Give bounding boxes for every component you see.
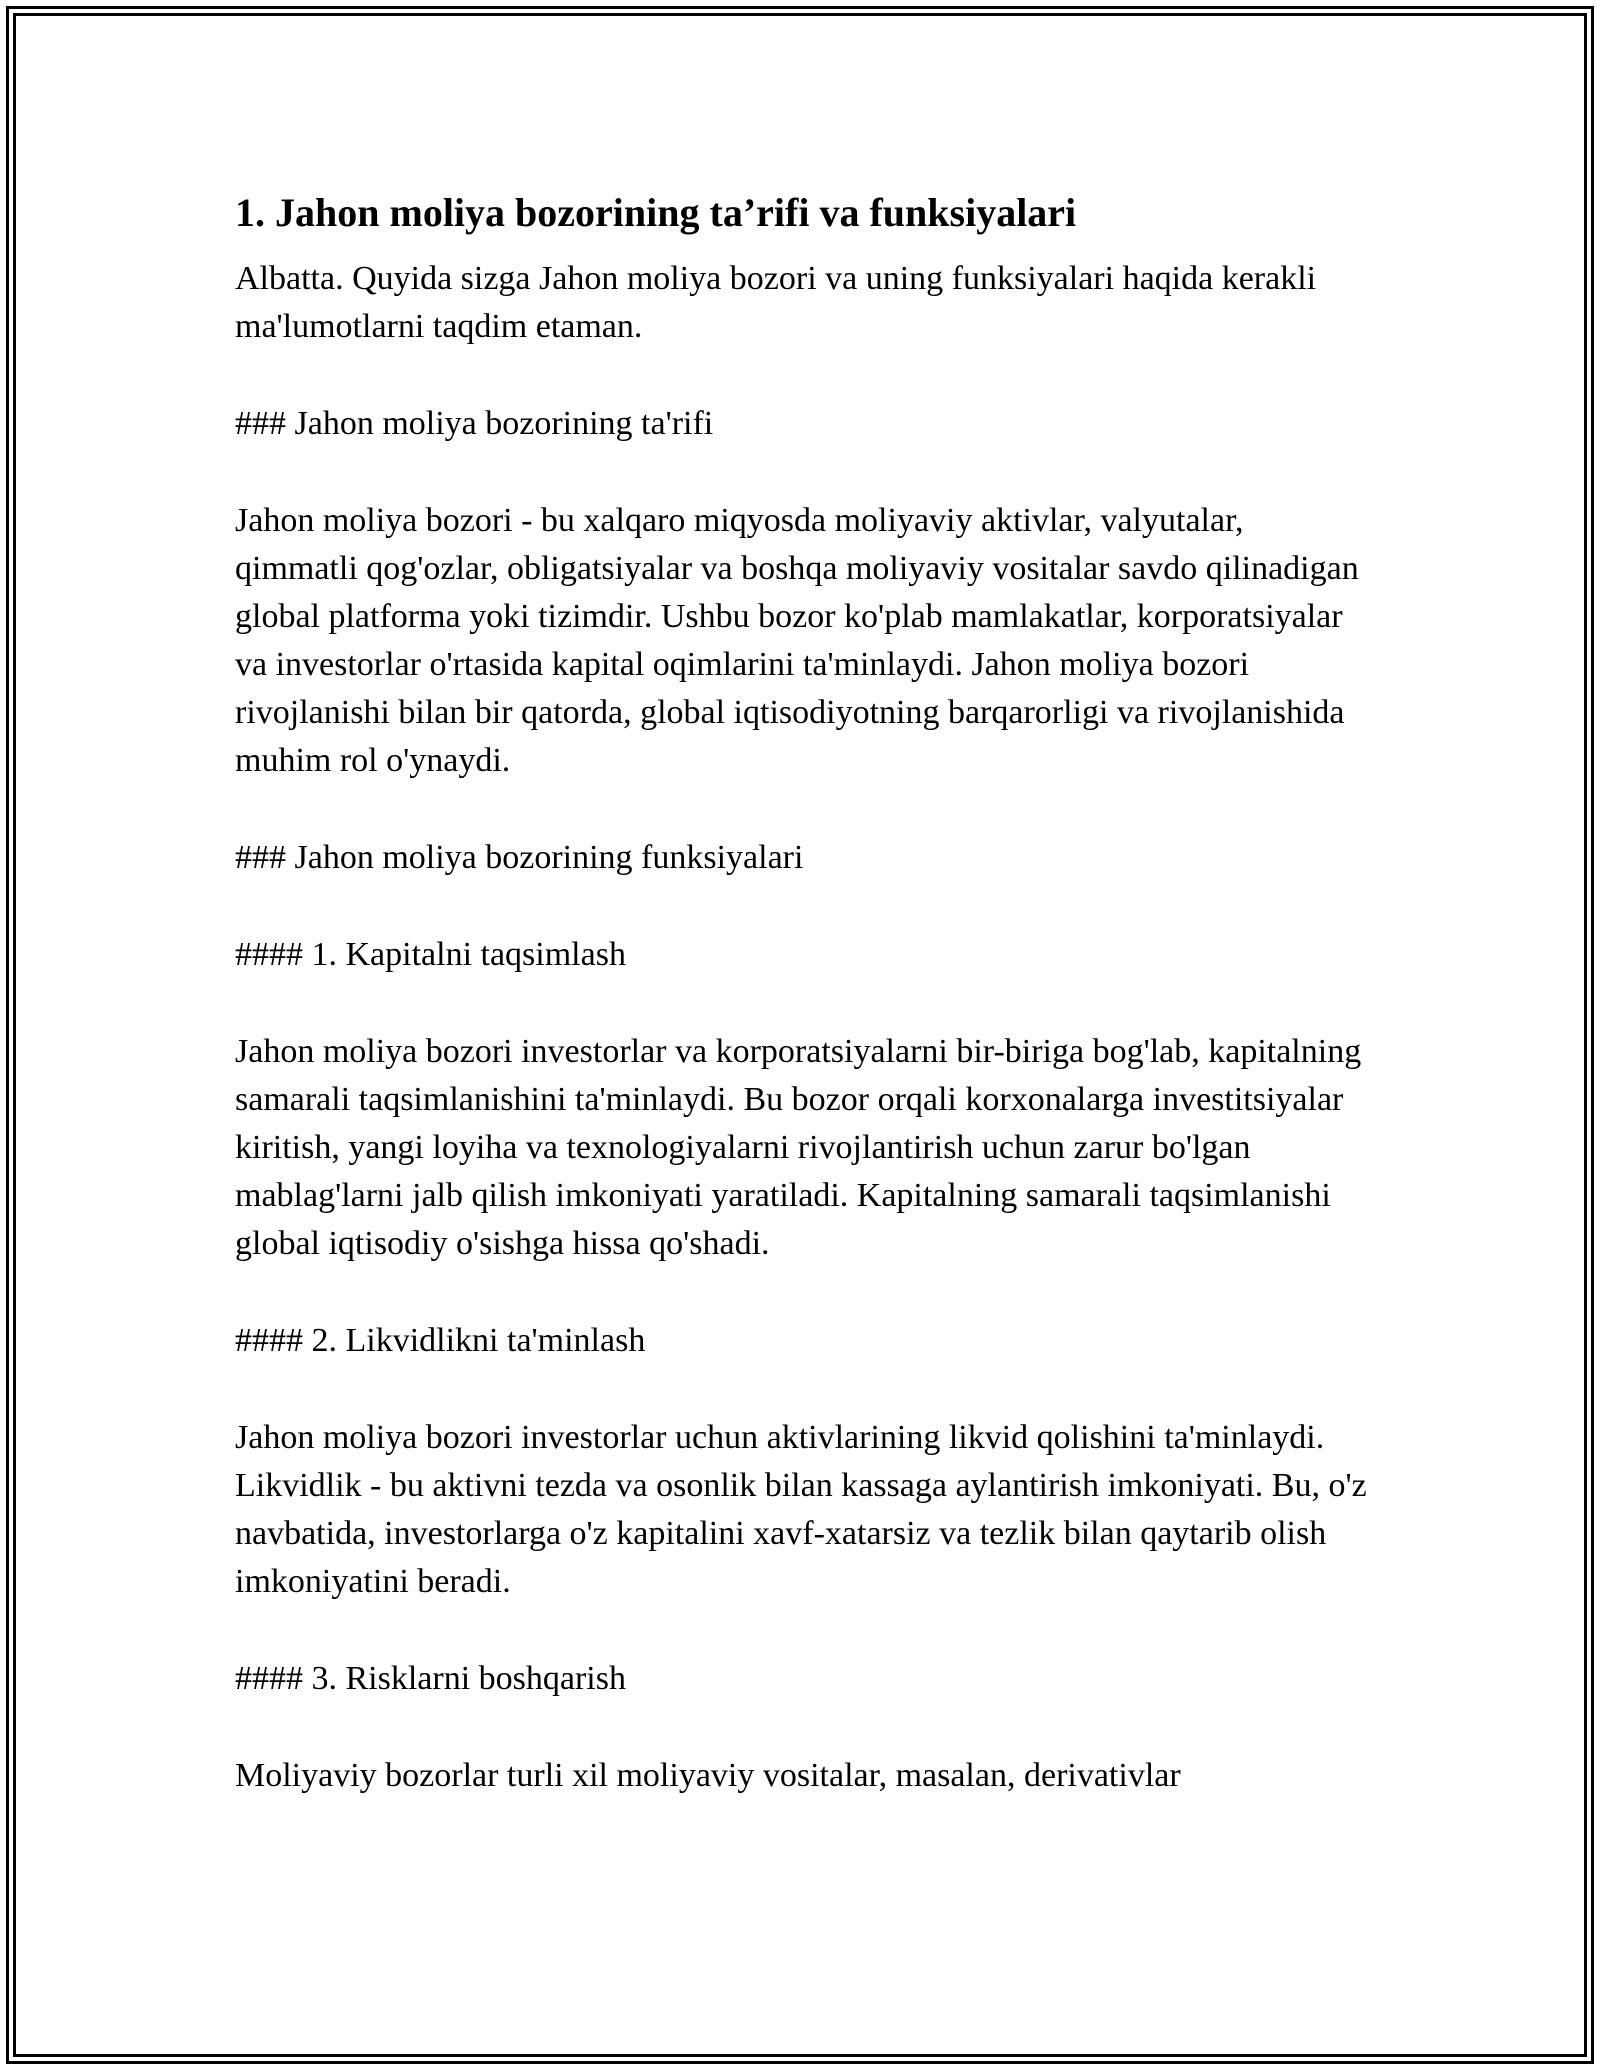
capital-allocation-paragraph: Jahon moliya bozori investorlar va korporatsiyalarni bir-biriga bog'lab, kapitalning samarali taqsimlanishini ta'minlaydi. Bu bozor orqali korxonalarga investitsiyalar kiritish, yangi loyiha va texnologiyalarni rivojlantirish uchun zarur bo'lgan mablag'larni jalb qilish imkoniyati yaratiladi. Kapitalning samarali taqsimlanishi global iqtisodiy o'sishga hissa qo'shadi. bbox=[235, 1033, 1362, 1262]
spacer bbox=[235, 1703, 1370, 1752]
spacer bbox=[235, 785, 1370, 834]
intro-paragraph: Albatta. Quyida sizga Jahon moliya bozori va uning funksiyalari haqida kerakli ma'lumotlarni taqdim etaman. bbox=[235, 260, 1317, 345]
subheading-liquidity: #### 2. Likvidlikni ta'minlash bbox=[235, 1322, 646, 1359]
spacer bbox=[235, 1365, 1370, 1414]
spacer bbox=[235, 1268, 1370, 1317]
document-title: 1. Jahon moliya bozorining ta’rifi va funksiyalari bbox=[235, 190, 1077, 235]
spacer bbox=[235, 979, 1370, 1028]
subheading-risk-management: #### 3. Risklarni boshqarish bbox=[235, 1660, 626, 1697]
section-heading-functions: ### Jahon moliya bozorining funksiyalari bbox=[235, 839, 804, 876]
spacer bbox=[235, 448, 1370, 497]
section-heading-definition: ### Jahon moliya bozorining ta'rifi bbox=[235, 405, 714, 442]
liquidity-paragraph: Jahon moliya bozori investorlar uchun aktivlarining likvid qolishini ta'minlaydi. Likvidlik - bu aktivni tezda va osonlik bilan kassaga aylantirish imkoniyati. Bu, o'z navbatida, investorlarga o'z kapitalini xavf-xatarsiz va tezlik bilan qaytarib olish imkoniyatini beradi. bbox=[235, 1419, 1367, 1600]
spacer bbox=[235, 882, 1370, 931]
risk-management-paragraph: Moliyaviy bozorlar turli xil moliyaviy vositalar, masalan, derivativlar bbox=[235, 1757, 1181, 1794]
document-body bbox=[235, 186, 1370, 1800]
definition-paragraph: Jahon moliya bozori - bu xalqaro miqyosda moliyaviy aktivlar, valyutalar, qimmatli qog'ozlar, obligatsiyalar va boshqa moliyaviy vositalar savdo qilinadigan global platforma yoki tizimdir. Ushbu bozor ko'plab mamlakatlar, korporatsiyalar va investorlar o'rtasida kapital oqimlarini ta'minlaydi. Jahon moliya bozori rivojlanishi bilan bir qatorda, global iqtisodiyotning barqarorligi va rivojlanishida muhim rol o'ynaydi. bbox=[235, 502, 1359, 779]
spacer bbox=[235, 351, 1370, 400]
subheading-capital-allocation: #### 1. Kapitalni taqsimlash bbox=[235, 936, 626, 973]
spacer bbox=[235, 1606, 1370, 1655]
